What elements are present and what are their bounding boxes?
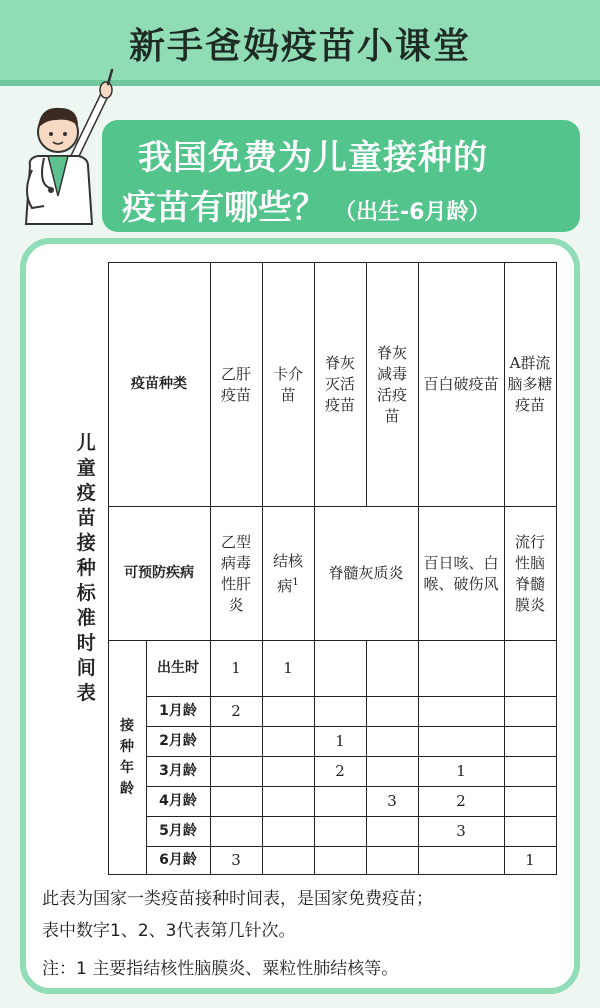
dose-cell xyxy=(504,697,556,727)
dose-cell xyxy=(314,641,366,697)
vaccine-opv: 脊灰减毒活疫苗 xyxy=(366,263,418,507)
dose-cell xyxy=(418,641,504,697)
dose-cell: 1 xyxy=(314,727,366,757)
note-line-3: 注：1 主要指结核性脑膜炎、粟粒性肺结核等。 xyxy=(42,959,399,979)
dose-cell xyxy=(366,641,418,697)
dose-cell xyxy=(314,817,366,847)
age-label: 6月龄 xyxy=(146,847,210,875)
dose-cell: 1 xyxy=(418,757,504,787)
dose-cell xyxy=(418,847,504,875)
dose-cell xyxy=(314,847,366,875)
note-line-1: 此表为国家一类疫苗接种时间表，是国家免费疫苗； xyxy=(42,889,433,909)
table-side-title: 儿童疫苗接种标准时间表 xyxy=(62,263,108,875)
dose-cell xyxy=(262,757,314,787)
dose-cell xyxy=(366,847,418,875)
dose-cell xyxy=(262,727,314,757)
age-label: 出生时 xyxy=(146,641,210,697)
dose-cell xyxy=(210,817,262,847)
dose-cell xyxy=(366,757,418,787)
vaccine-bcg: 卡介苗 xyxy=(262,263,314,507)
page-title: 新手爸妈疫苗小课堂 xyxy=(128,26,471,67)
note-line-2: 表中数字1、2、3代表第几针次。 xyxy=(42,921,296,941)
dose-cell: 1 xyxy=(262,641,314,697)
disease-dtp: 百日咳、白喉、破伤风 xyxy=(418,507,504,641)
age-label: 5月龄 xyxy=(146,817,210,847)
dose-cell xyxy=(504,787,556,817)
age-label: 1月龄 xyxy=(146,697,210,727)
schedule-table xyxy=(62,262,557,875)
dose-cell: 2 xyxy=(314,757,366,787)
dose-cell xyxy=(504,641,556,697)
dose-cell xyxy=(314,697,366,727)
dose-cell xyxy=(504,727,556,757)
schedule-table-wrap xyxy=(62,262,556,874)
question-line-2 xyxy=(122,180,490,229)
dose-cell: 1 xyxy=(504,847,556,875)
dose-cell xyxy=(262,787,314,817)
dose-cell: 3 xyxy=(366,787,418,817)
dose-cell xyxy=(314,787,366,817)
vaccine-mena: A群流脑多糖疫苗 xyxy=(504,263,556,507)
dose-cell: 3 xyxy=(418,817,504,847)
dose-cell xyxy=(504,757,556,787)
dose-cell: 1 xyxy=(210,641,262,697)
dose-cell: 2 xyxy=(418,787,504,817)
dose-cell xyxy=(262,847,314,875)
dose-cell xyxy=(262,697,314,727)
question-subtitle: （出生-6月龄） xyxy=(334,200,491,225)
dose-cell xyxy=(418,727,504,757)
dose-cell xyxy=(366,697,418,727)
age-header: 接种年龄 xyxy=(108,641,146,875)
question-box xyxy=(102,120,580,232)
dose-cell xyxy=(418,697,504,727)
disease-polio: 脊髓灰质炎 xyxy=(314,507,418,641)
dose-cell xyxy=(504,817,556,847)
question-line-1: 我国免费为儿童接种的 xyxy=(138,138,488,178)
dose-cell xyxy=(210,757,262,787)
dose-cell xyxy=(210,787,262,817)
vaccine-type-header: 疫苗种类 xyxy=(108,263,210,507)
dose-cell xyxy=(210,727,262,757)
age-label: 2月龄 xyxy=(146,727,210,757)
disease-mena: 流行性脑脊髓膜炎 xyxy=(504,507,556,641)
disease-bcg: 结核病$^1$ xyxy=(262,507,314,641)
disease-header: 可预防疾病 xyxy=(108,507,210,641)
question-line-2-text: 疫苗有哪些？ xyxy=(122,188,326,228)
table-row xyxy=(62,641,556,697)
vaccine-dtp: 百白破疫苗 xyxy=(418,263,504,507)
dose-cell xyxy=(366,727,418,757)
footnote-marker: 1 xyxy=(292,576,299,588)
vaccine-ipv: 脊灰灭活疫苗 xyxy=(314,263,366,507)
disease-hepb: 乙型病毒性肝炎 xyxy=(210,507,262,641)
dose-cell xyxy=(262,817,314,847)
age-label: 4月龄 xyxy=(146,787,210,817)
dose-cell: 3 xyxy=(210,847,262,875)
vaccine-hepb: 乙肝疫苗 xyxy=(210,263,262,507)
dose-cell: 2 xyxy=(210,697,262,727)
dose-cell xyxy=(366,817,418,847)
age-label: 3月龄 xyxy=(146,757,210,787)
